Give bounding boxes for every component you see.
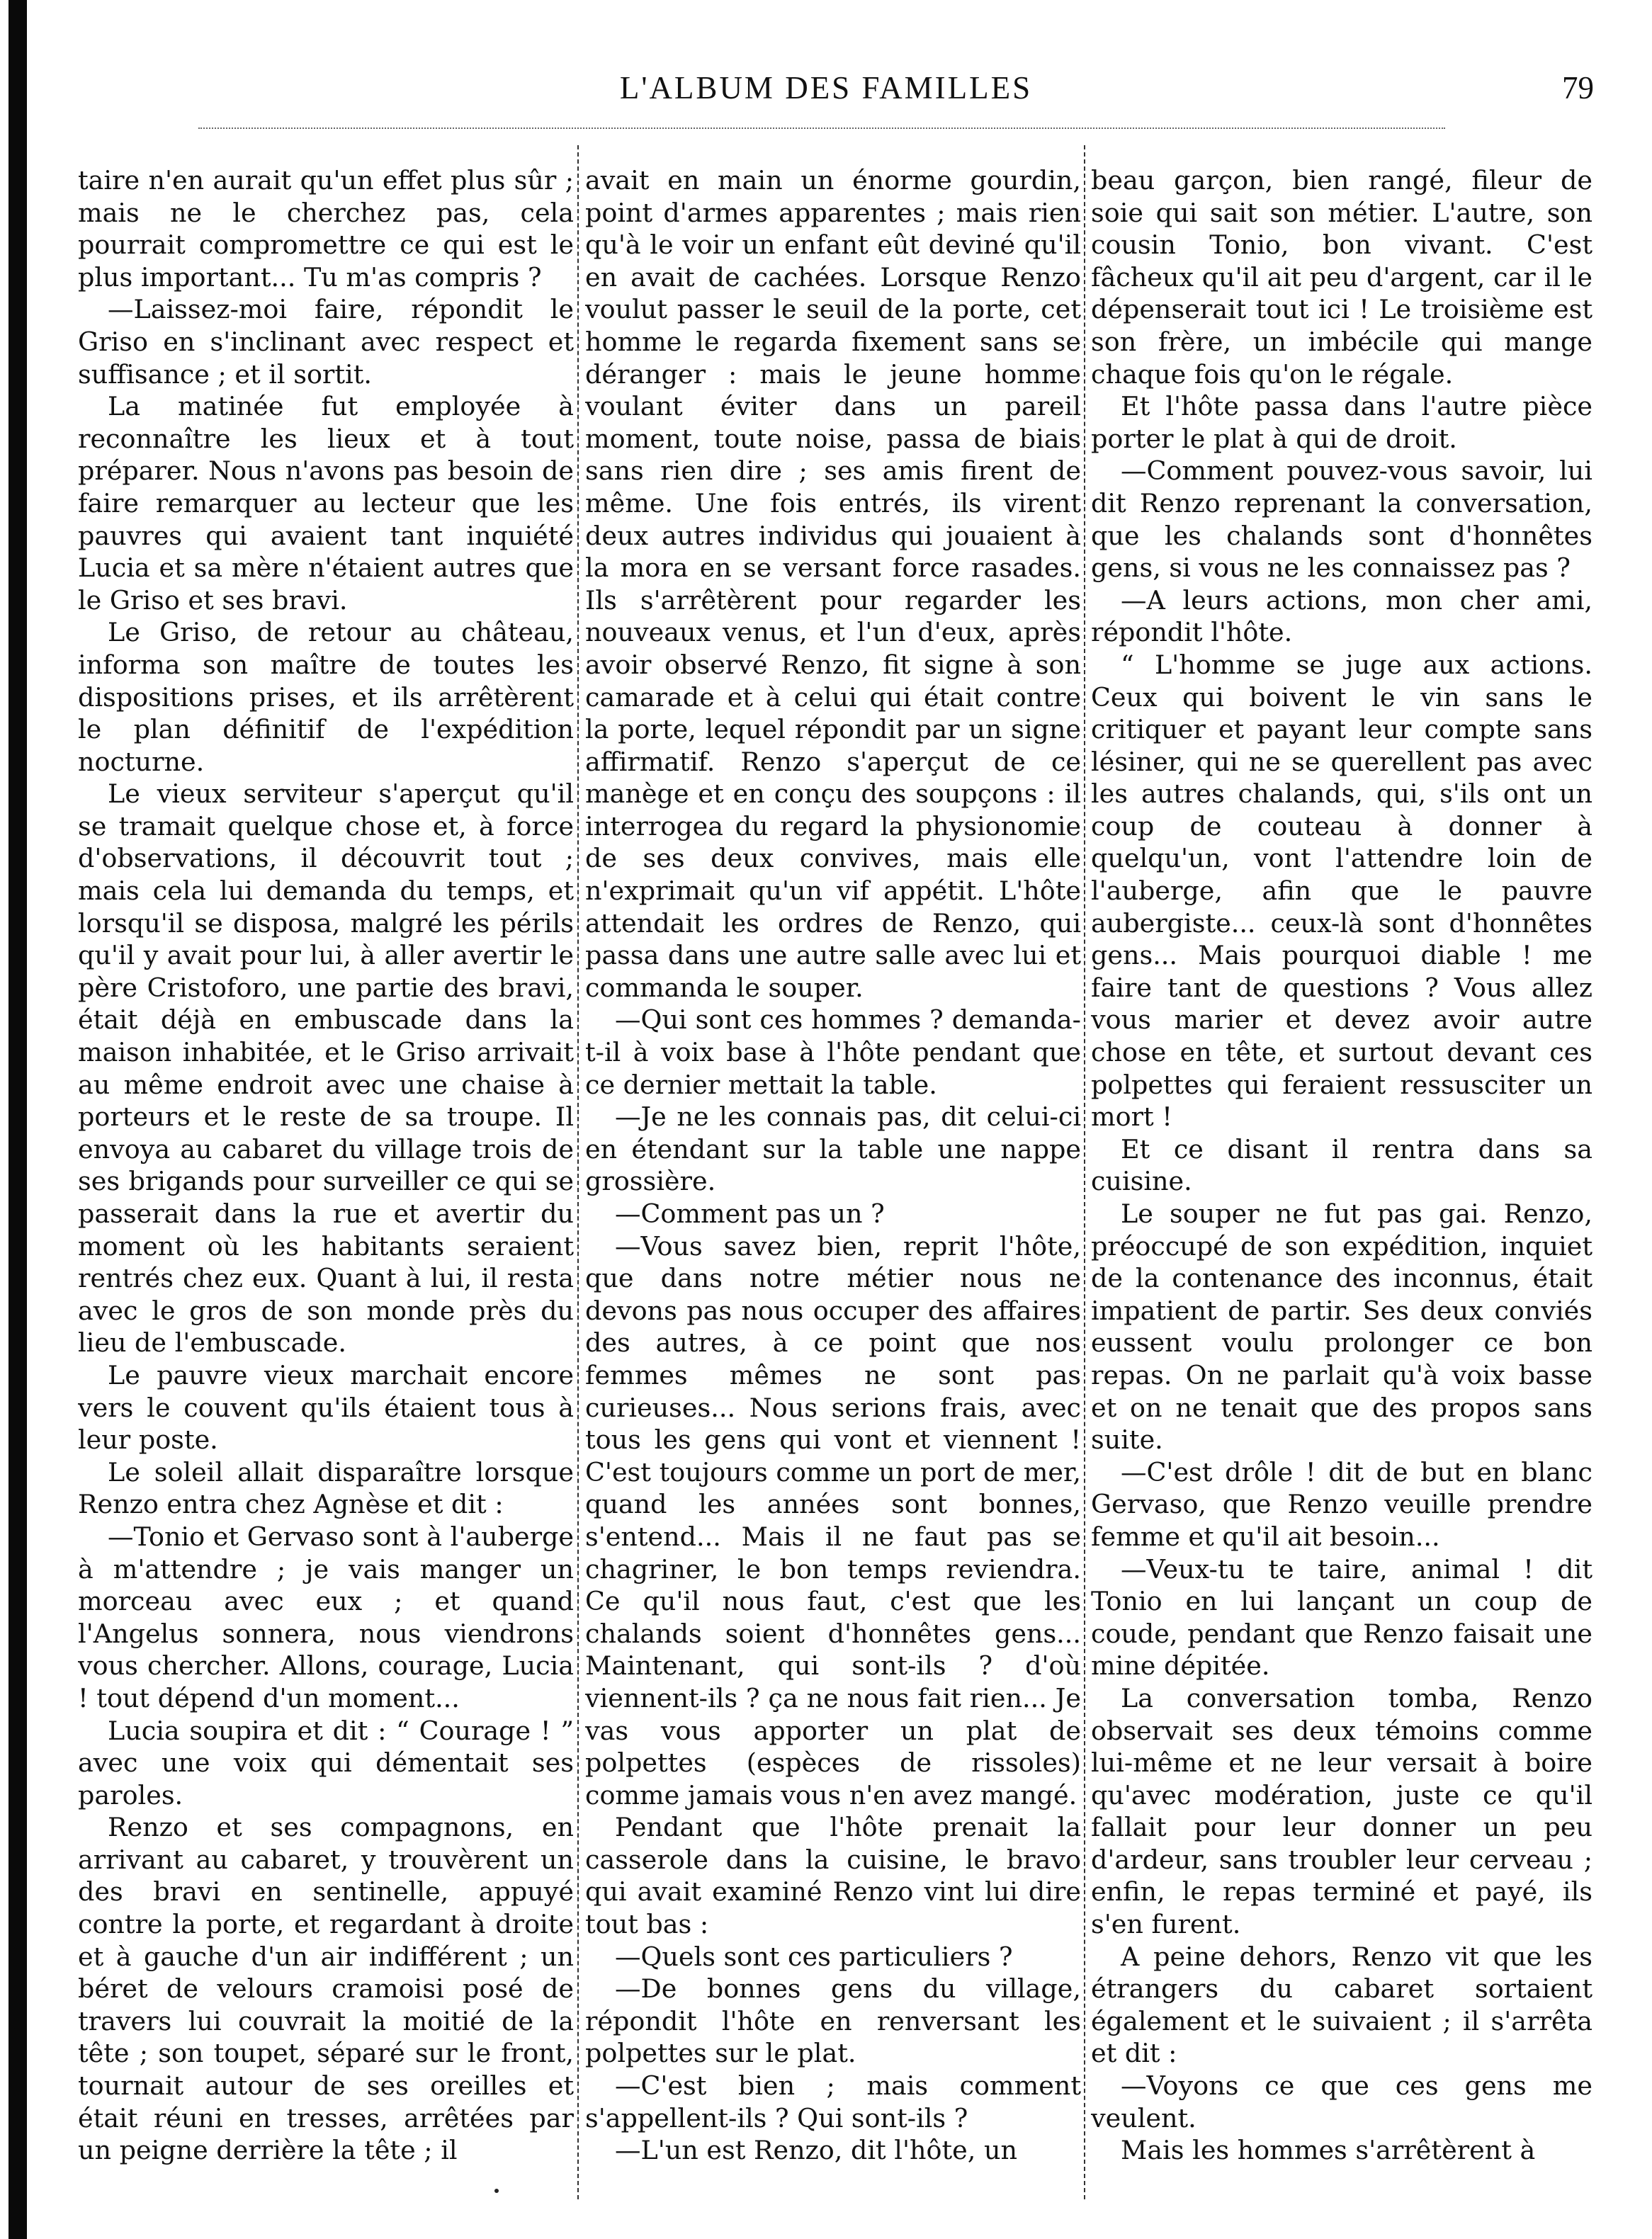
paragraph: —C'est bien ; mais comment s'appellent-ils ? Qui sont-ils ?: [585, 2070, 1081, 2133]
column-rule-1: [577, 145, 579, 2199]
paragraph: beau garçon, bien rangé, fileur de soie qui sait son métier. L'autre, son cousin Tonio, bon vivant. C'est fâcheux qu'il ait peu d'argent, car il le dépenserait tout ici ! Le troisième est son frère, un imbécile qui mange chaque fois qu'on le régale.: [1091, 165, 1592, 390]
paragraph: Lucia soupira et dit : “ Courage ! ” avec une voix qui démentait ses paroles.: [78, 1715, 574, 1810]
paragraph: Le Griso, de retour au château, informa son maître de toutes les dispositions prises, et ils arrêtèrent le plan définitif de l'expédition nocturne.: [78, 617, 574, 777]
paragraph: —Je ne les connais pas, dit celui-ci en étendant sur la table une nappe grossière.: [585, 1101, 1081, 1197]
paragraph: Le vieux serviteur s'aperçut qu'il se tramait quelque chose et, à force d'observations, il découvrit tout ; mais cela lui demanda du temps, et lorsqu'il se disposa, malgré les périls qu'il y avait pour lui, à aller avertir le père Cristoforo, une partie des bravi, était déjà en embuscade dans la maison inhabitée, et le Griso arrivait au même endroit avec une chaise à porteurs et le reste de sa troupe. Il envoya au cabaret du village trois de ses brigands pour surveiller ce qui se passerait dans la rue et avertir du moment où les habitants seraient rentrés chez eux. Quant à lui, il resta avec le gros de son monde près du lieu de l'embuscade.: [78, 778, 574, 1359]
paragraph: A peine dehors, Renzo vit que les étrangers du cabaret sortaient également et le suivaient ; il s'arrêta et dit :: [1091, 1941, 1592, 2069]
page-edge-shadow: [9, 0, 27, 2239]
paragraph: —Laissez-moi faire, répondit le Griso en s'inclinant avec respect et suffisance ; et il sortit.: [78, 294, 574, 390]
running-header-title: L'ALBUM DES FAMILLES: [619, 70, 1033, 106]
paragraph: —C'est drôle ! dit de but en blanc Gervaso, que Renzo veuille prendre femme et qu'il ait besoin...: [1091, 1456, 1592, 1552]
paragraph: Le pauvre vieux marchait encore vers le couvent qu'ils étaient tous à leur poste.: [78, 1359, 574, 1456]
paragraph: Et ce disant il rentra dans sa cuisine.: [1091, 1133, 1592, 1197]
paragraph: —L'un est Renzo, dit l'hôte, un: [615, 2135, 1017, 2166]
page-number: 79: [1562, 70, 1594, 106]
paragraph: “ L'homme se juge aux actions. Ceux qui boivent le vin sans le critiquer et payant leur compte sans lésiner, qui ne se querellent pas avec les autres chalands, qui, s'ils ont un coup de couteau à donner à quelqu'un, vont l'attendre loin de l'auberge, afin que le pauvre aubergiste... ceux-là sont d'honnêtes gens... Mais pourquoi diable ! me faire tant de questions ? Vous allez vous marier et devez avoir autre chose en tête, et surtout devant ces polpettes qui feraient ressusciter un mort !: [1091, 649, 1592, 1133]
print-speck: [494, 2189, 499, 2193]
text-column-left: [78, 164, 574, 2190]
column-rule-2: [1084, 145, 1085, 2199]
paragraph: Le souper ne fut pas gai. Renzo, préoccupé de son expédition, inquiet de la contenance des inconnus, était impatient de partir. Ses deux conviés eussent voulu prolonger ce bon repas. On ne parlait qu'à voix basse et on ne tenait que des propos sans suite.: [1091, 1198, 1592, 1456]
paragraph: Mais les hommes s'arrêtèrent à: [1121, 2135, 1536, 2166]
paragraph: La conversation tomba, Renzo observait ses deux témoins comme lui-même et ne leur versait à boire qu'avec modération, juste ce qu'il fallait pour leur donner un peu d'ardeur, sans troubler leur cerveau ; enfin, le repas terminé et payé, ils s'en furent.: [1091, 1682, 1592, 1940]
paragraph: Pendant que l'hôte prenait la casserole dans la cuisine, le bravo qui avait examiné Renzo vint lui dire tout bas :: [585, 1812, 1081, 1940]
header-rule: [198, 127, 1445, 129]
text-column-middle: [585, 164, 1081, 2190]
paragraph: taire n'en aurait qu'un effet plus sûr ; mais ne le cherchez pas, cela pourrait compromettre ce qui est le plus important... Tu m'as compris ?: [78, 165, 574, 293]
paragraph: La matinée fut employée à reconnaître les lieux et à tout préparer. Nous n'avons pas besoin de faire remarquer au lecteur que les pauvres qui avaient tant inquiété Lucia et sa mère n'étaient autres que le Griso et ses bravi.: [78, 391, 574, 616]
paragraph: Renzo et ses compagnons, en arrivant au cabaret, y trouvèrent un des bravi en sentinelle, appuyé contre la porte, et regardant à droite et à gauche d'un air indifférent ; un béret de velours cramoisi posé de travers lui couvrait la moitié de la tête ; son toupet, séparé sur le front, tournait autour de ses oreilles et était réuni en tresses, arrêtées par un peigne derrière la tête ; il: [78, 1812, 574, 2166]
paragraph: —De bonnes gens du village, répondit l'hôte en renversant les polpettes sur le plat.: [585, 1973, 1081, 2069]
paragraph: —A leurs actions, mon cher ami, répondit l'hôte.: [1091, 584, 1592, 648]
paragraph: Le soleil allait disparaître lorsque Renzo entra chez Agnèse et dit :: [78, 1456, 574, 1520]
paragraph: —Voyons ce que ces gens me veulent.: [1091, 2070, 1592, 2133]
paragraph: —Comment pouvez-vous savoir, lui dit Renzo reprenant la conversation, que les chalands sont d'honnêtes gens, si vous ne les connaissez pas ?: [1091, 455, 1592, 584]
paragraph: —Comment pas un ?: [615, 1198, 885, 1229]
text-column-right: [1091, 164, 1592, 2190]
paragraph: Et l'hôte passa dans l'autre pièce porter le plat à qui de droit.: [1091, 391, 1592, 454]
paragraph: —Vous savez bien, reprit l'hôte, que dans notre métier nous ne devons pas nous occuper des affaires des autres, à ce point que nos femmes mêmes ne sont pas curieuses... Nous serions frais, avec tous les gens qui vont et viennent ! C'est toujours comme un port de mer, quand les années sont bonnes, s'entend... Mais il ne faut pas se chagriner, le bon temps reviendra. Ce qu'il nous faut, c'est que les chalands soient d'honnêtes gens... Maintenant, qui sont-ils ? d'où viennent-ils ? ça ne nous fait rien... Je vas vous apporter un plat de polpettes (espèces de rissoles) comme jamais vous n'en avez mangé.: [585, 1230, 1081, 1810]
paragraph: avait en main un énorme gourdin, point d'armes apparentes ; mais rien qu'à le voir un enfant eût deviné qu'il en avait de cachées. Lorsque Renzo voulut passer le seuil de la porte, cet homme le regarda fixement sans se déranger : mais le jeune homme voulant éviter dans un pareil moment, toute noise, passa de biais sans rien dire ; ses amis firent de même. Une fois entrés, ils virent deux autres individus qui jouaient à la mora en se versant force rasades. Ils s'arrêtèrent pour regarder les nouveaux venus, et l'un d'eux, après avoir observé Renzo, fit signe à son camarade et à celui qui était contre la porte, lequel répondit par un signe affirmatif. Renzo s'aperçut de ce manège et en conçu des soupçons : il interrogea du regard la physionomie de ses deux convives, mais elle n'exprimait qu'un vif appétit. L'hôte attendait les ordres de Renzo, qui passa dans une autre salle avec lui et commanda le souper.: [585, 165, 1081, 1003]
paragraph: —Veux-tu te taire, animal ! dit Tonio en lui lançant un coup de coude, pendant que Renzo faisait une mine dépitée.: [1091, 1553, 1592, 1682]
paragraph: —Qui sont ces hommes ? demanda-t-il à voix base à l'hôte pendant que ce dernier mettait la table.: [585, 1004, 1081, 1100]
paragraph: —Quels sont ces particuliers ?: [615, 1941, 1013, 1972]
paragraph: —Tonio et Gervaso sont à l'auberge à m'attendre ; je vais manger un morceau avec eux ; et quand l'Angelus sonnera, nous viendrons vous chercher. Allons, courage, Lucia ! tout dépend d'un moment...: [78, 1521, 574, 1713]
